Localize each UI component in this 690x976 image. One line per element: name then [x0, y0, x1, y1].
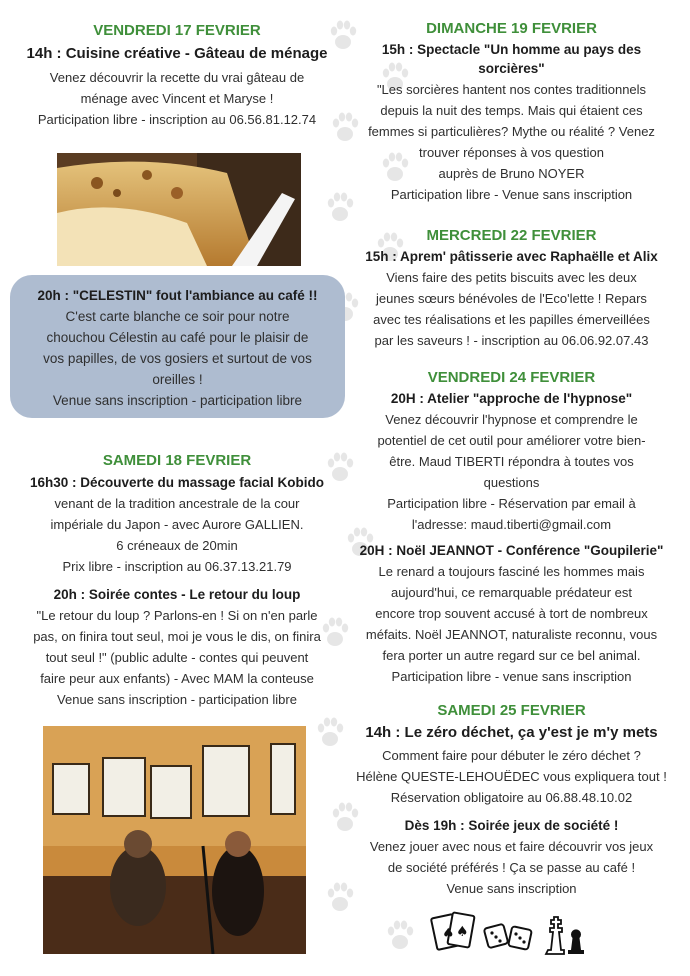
day-heading: VENDREDI 17 FEVRIER [93, 22, 261, 39]
text-line: pas, on finira tout seul, moi je vous le dis, on finira [33, 629, 321, 644]
event-title: 15h : Aprem' pâtisserie avec Raphaëlle et Alix [365, 249, 658, 264]
event-description [12, 605, 342, 710]
paw-print-icon [315, 715, 345, 749]
event-block-mercredi-22 [345, 226, 678, 351]
event-description [12, 493, 342, 577]
chess-pieces-icon [546, 917, 584, 954]
highlight-bubble [10, 275, 345, 418]
text-line: par les saveurs ! - inscription au 06.06.92.07.43 [374, 333, 649, 348]
event-block-vendredi-24 [345, 368, 678, 687]
event-description [345, 79, 678, 205]
text-line: oreilles ! [152, 372, 203, 387]
text-line: trouver réponses à vos question [419, 145, 604, 160]
event-description [345, 409, 678, 535]
text-line: Hélène QUESTE-LEHOUËDEC vous expliquera tout ! [356, 769, 667, 784]
text-line: Participation libre - venue sans inscription [391, 669, 632, 684]
text-line: Prix libre - inscription au 06.37.13.21.79 [62, 559, 292, 574]
text-line: depuis la nuit des temps. Mais qui étaient ces [380, 103, 643, 118]
text-line: vos papilles, de vos gosiers et surtout de vos [43, 351, 312, 366]
text-line: avec tes réalisations et les papilles émerveillées [373, 312, 650, 327]
event-title: 14h : Le zéro déchet, ça y'est je m'y mets [365, 724, 658, 741]
event-block-samedi-25 [345, 701, 678, 899]
text-line: femmes si particulières? Mythe ou réalité ? Venez [368, 124, 655, 139]
event-title: 14h : Cuisine créative - Gâteau de ménage [26, 45, 328, 62]
event-title: 20H : Atelier "approche de l'hypnose" [390, 391, 633, 406]
text-line: auprès de Bruno NOYER [438, 166, 585, 181]
text-line: 6 créneaux de 20min [116, 538, 238, 553]
text-line: Viens faire des petits biscuits avec les deux [386, 270, 637, 285]
event-title-line: 15h : Spectacle "Un homme au pays des [381, 42, 642, 57]
event-title: 20H : Noël JEANNOT - Conférence "Goupilerie" [359, 543, 664, 558]
text-line: Comment faire pour débuter le zéro déchet ? [382, 748, 641, 763]
event-description [345, 836, 678, 899]
day-heading: SAMEDI 25 FEVRIER [437, 702, 586, 719]
event-description [12, 67, 342, 130]
text-line: potentiel de cet outil pour améliorer votre bien- [377, 433, 646, 448]
text-line: de société préférés ! Ça se passe au café ! [387, 860, 636, 875]
event-block-vendredi-17 [12, 21, 342, 130]
text-line: Venue sans inscription - participation libre [52, 393, 303, 408]
concert-photo [43, 726, 306, 954]
text-line: questions [483, 475, 540, 490]
event-description [10, 306, 345, 411]
text-line: ménage avec Vincent et Maryse ! [80, 91, 274, 106]
text-line: "Le retour du loup ? Parlons-en ! Si on n'en parle [36, 608, 318, 623]
text-line: chouchou Célestin au café pour le plaisir de [46, 330, 309, 345]
cake-photo [57, 153, 301, 266]
text-line: tout seul !" (public adulte - contes qui peuvent [45, 650, 309, 665]
text-line: l'adresse: maud.tiberti@gmail.com [411, 517, 612, 532]
day-heading: VENDREDI 24 FEVRIER [427, 369, 596, 386]
event-title: Dès 19h : Soirée jeux de société ! [404, 818, 619, 833]
playing-cards-icon [431, 912, 475, 950]
text-line: encore trop souvent accusé à tort de nombreux [375, 606, 648, 621]
text-line: Participation libre - Venue sans inscription [390, 187, 633, 202]
text-line: Venue sans inscription - participation libre [57, 692, 297, 707]
paw-print-icon [385, 918, 415, 952]
day-heading: DIMANCHE 19 FEVRIER [426, 20, 597, 37]
event-title: 20h : Soirée contes - Le retour du loup [53, 587, 301, 602]
day-heading: SAMEDI 18 FEVRIER [102, 452, 252, 469]
text-line: "Les sorcières hantent nos contes traditionnels [376, 82, 647, 97]
text-line: faire peur aux enfants) - Avec MAM la conteuse [40, 671, 314, 686]
svg-text:♠: ♠ [442, 926, 455, 942]
event-title: 20h : "CELESTIN" fout l'ambiance au café !! [37, 288, 318, 303]
event-block-samedi-18 [12, 451, 342, 710]
text-line: Participation libre - inscription au 06.56.81.12.74 [37, 112, 317, 127]
text-line: aujourd'hui, ce remarquable prédateur est [391, 585, 632, 600]
text-line: jeunes sœurs bénévoles de l'Eco'lette ! Repars [376, 291, 647, 306]
event-title-line: sorcières" [478, 61, 545, 76]
text-line: Le renard a toujours fasciné les hommes mais [378, 564, 645, 579]
board-games-icons [428, 908, 588, 962]
text-line: méfaits. Noël JEANNOT, naturaliste reconnu, vous [365, 627, 658, 642]
text-line: fera porter un autre regard sur ce bel animal. [382, 648, 641, 663]
text-line: être. Maud TIBERTI répondra à toutes vos [389, 454, 634, 469]
event-title: 16h30 : Découverte du massage facial Kobido [29, 475, 325, 490]
event-description [345, 561, 678, 687]
text-line: Participation libre - Réservation par email à [387, 496, 636, 511]
dice-icon [484, 924, 532, 950]
text-line: Venez découvrir l'hypnose et comprendre le [385, 412, 638, 427]
text-line: Réservation obligatoire au 06.88.48.10.02 [390, 790, 633, 805]
text-line: Venez découvrir la recette du vrai gâteau de [49, 70, 305, 85]
text-line: venant de la tradition ancestrale de la cour [54, 496, 300, 511]
text-line: Venue sans inscription [446, 881, 577, 896]
day-heading: MERCREDI 22 FEVRIER [426, 227, 597, 244]
event-description [345, 267, 678, 351]
svg-text:♠: ♠ [456, 924, 469, 940]
event-description [345, 745, 678, 808]
event-block-dimanche-19 [345, 19, 678, 205]
text-line: impériale du Japon - avec Aurore GALLIEN. [50, 517, 304, 532]
text-line: C'est carte blanche ce soir pour notre [65, 309, 290, 324]
text-line: Venez jouer avec nous et faire découvrir vos jeux [369, 839, 654, 854]
